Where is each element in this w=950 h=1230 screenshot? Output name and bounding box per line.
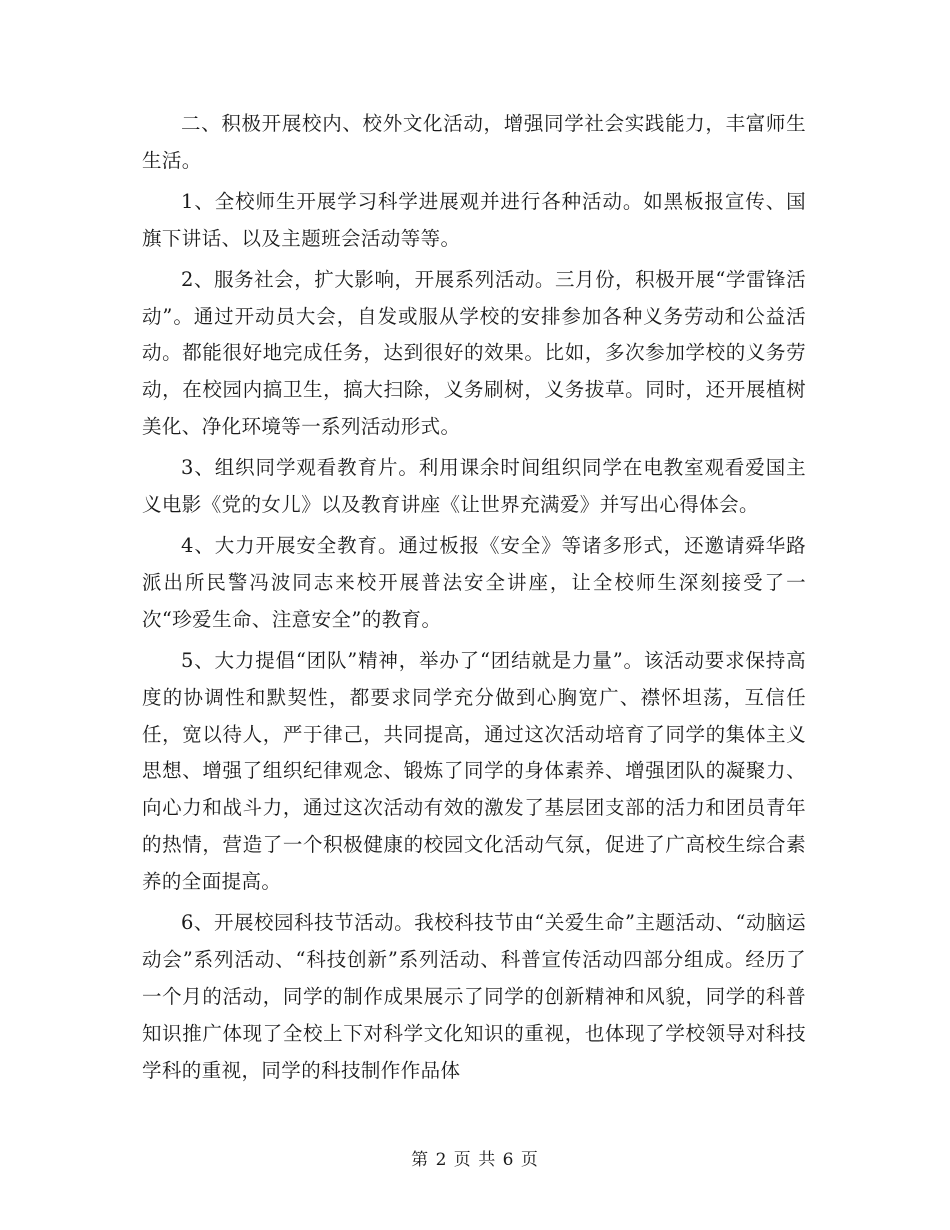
page-number-footer: 第 2 页 共 6 页	[411, 1150, 539, 1170]
paragraph-item-5: 5、大力提倡“团队”精神，举办了“团结就是力量”。该活动要求保持高度的协调性和默契性，都要求同学充分做到心胸宽广、襟怀坦荡，互信任任，宽以待人，严于律己，共同提高，通过这次活动培育了同学的集体主义思想、增强了组织纪律观念、锻炼了同学的身体素养、增强团队的凝聚力、向心力和战斗力，通过这次活动有效的激发了基层团支部的活力和团员青年的热情，营造了一个积极健康的校园文化活动气氛，促进了广高校生综合素养的全面提高。	[142, 648, 806, 894]
paragraph-item-4: 4、大力开展安全教育。通过板报《安全》等诸多形式，还邀请舜华路派出所民警冯波同志来校开展普法安全讲座，让全校师生深刻接受了一次“珍爱生命、注意安全”的教育。	[142, 533, 806, 631]
paragraph-item-6: 6、开展校园科技节活动。我校科技节由“关爱生命”主题活动、“动脑运动会”系列活动、“科技创新”系列活动、科普宣传活动四部分组成。经历了一个月的活动，同学的制作成果展示了同学的创新精神和风貌，同学的科普知识推广体现了全校上下对科学文化知识的重视，也体现了学校领导对科技学科的重视，同学的科技制作作品体	[142, 911, 806, 1082]
paragraph-section-heading: 二、积极开展校内、校外文化活动，增强同学社会实践能力，丰富师生生活。	[142, 112, 806, 172]
paragraph-item-2: 2、服务社会，扩大影响，开展系列活动。三月份，积极开展“学雷锋活动”。通过开动员大会，自发或服从学校的安排参加各种义务劳动和公益活动。都能很好地完成任务，达到很好的效果。比如，多次参加学校的义务劳动，在校园内搞卫生，搞大扫除，义务刷树，义务拔草。同时，还开展植树美化、净化环境等一系列活动形式。	[142, 267, 806, 439]
document-body	[142, 106, 806, 1094]
paragraph-item-3: 3、组织同学观看教育片。利用课余时间组织同学在电教室观看爱国主义电影《党的女儿》以及教育讲座《让世界充满爱》并写出心得体会。	[142, 456, 806, 517]
paragraph-item-1: 1、全校师生开展学习科学进展观并进行各种活动。如黑板报宣传、国旗下讲话、以及主题班会活动等等。	[142, 189, 806, 250]
